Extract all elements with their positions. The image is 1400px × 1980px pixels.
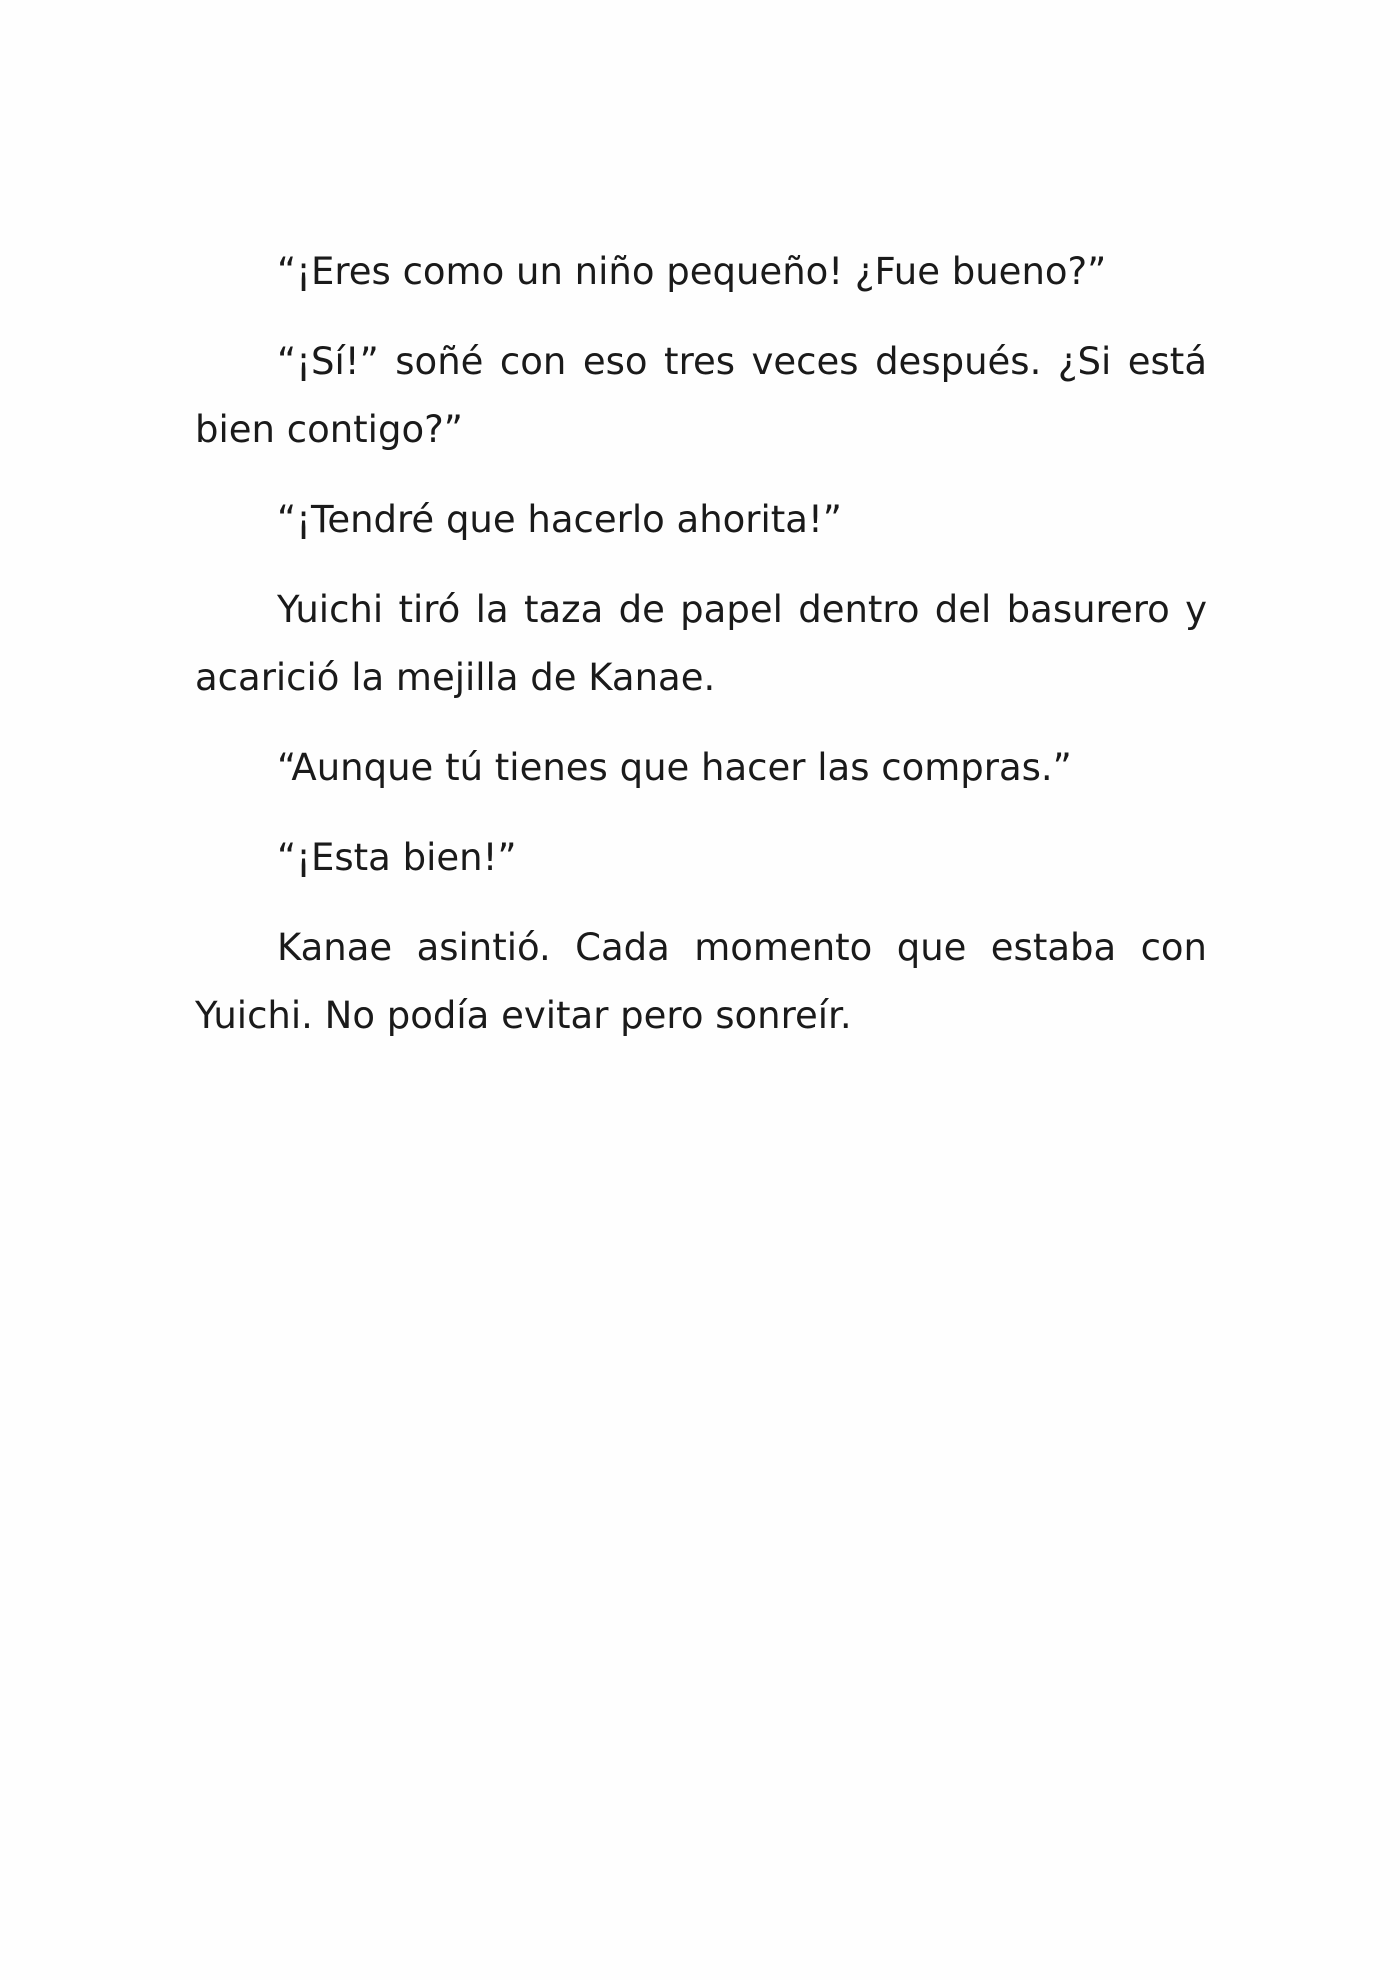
body-text (195, 238, 1207, 1072)
paragraph-4: Yuichi tiró la taza de papel dentro del basurero y acarició la mejilla de Kanae. (195, 588, 1207, 699)
paragraph-7: Kanae asintió. Cada momento que estaba con Yuichi. No podía evitar pero sonreír. (195, 926, 1207, 1037)
paragraph-6: “¡Esta bien!” (277, 836, 517, 879)
paragraph-2: “¡Sí!” soñé con eso tres veces después. ¿Si está bien contigo?” (195, 340, 1207, 451)
paragraph-3: “¡Tendré que hacerlo ahorita!” (277, 498, 842, 541)
paragraph-5: “Aunque tú tienes que hacer las compras.” (277, 746, 1072, 789)
paragraph-1: “¡Eres como un niño pequeño! ¿Fue bueno?” (277, 250, 1107, 293)
